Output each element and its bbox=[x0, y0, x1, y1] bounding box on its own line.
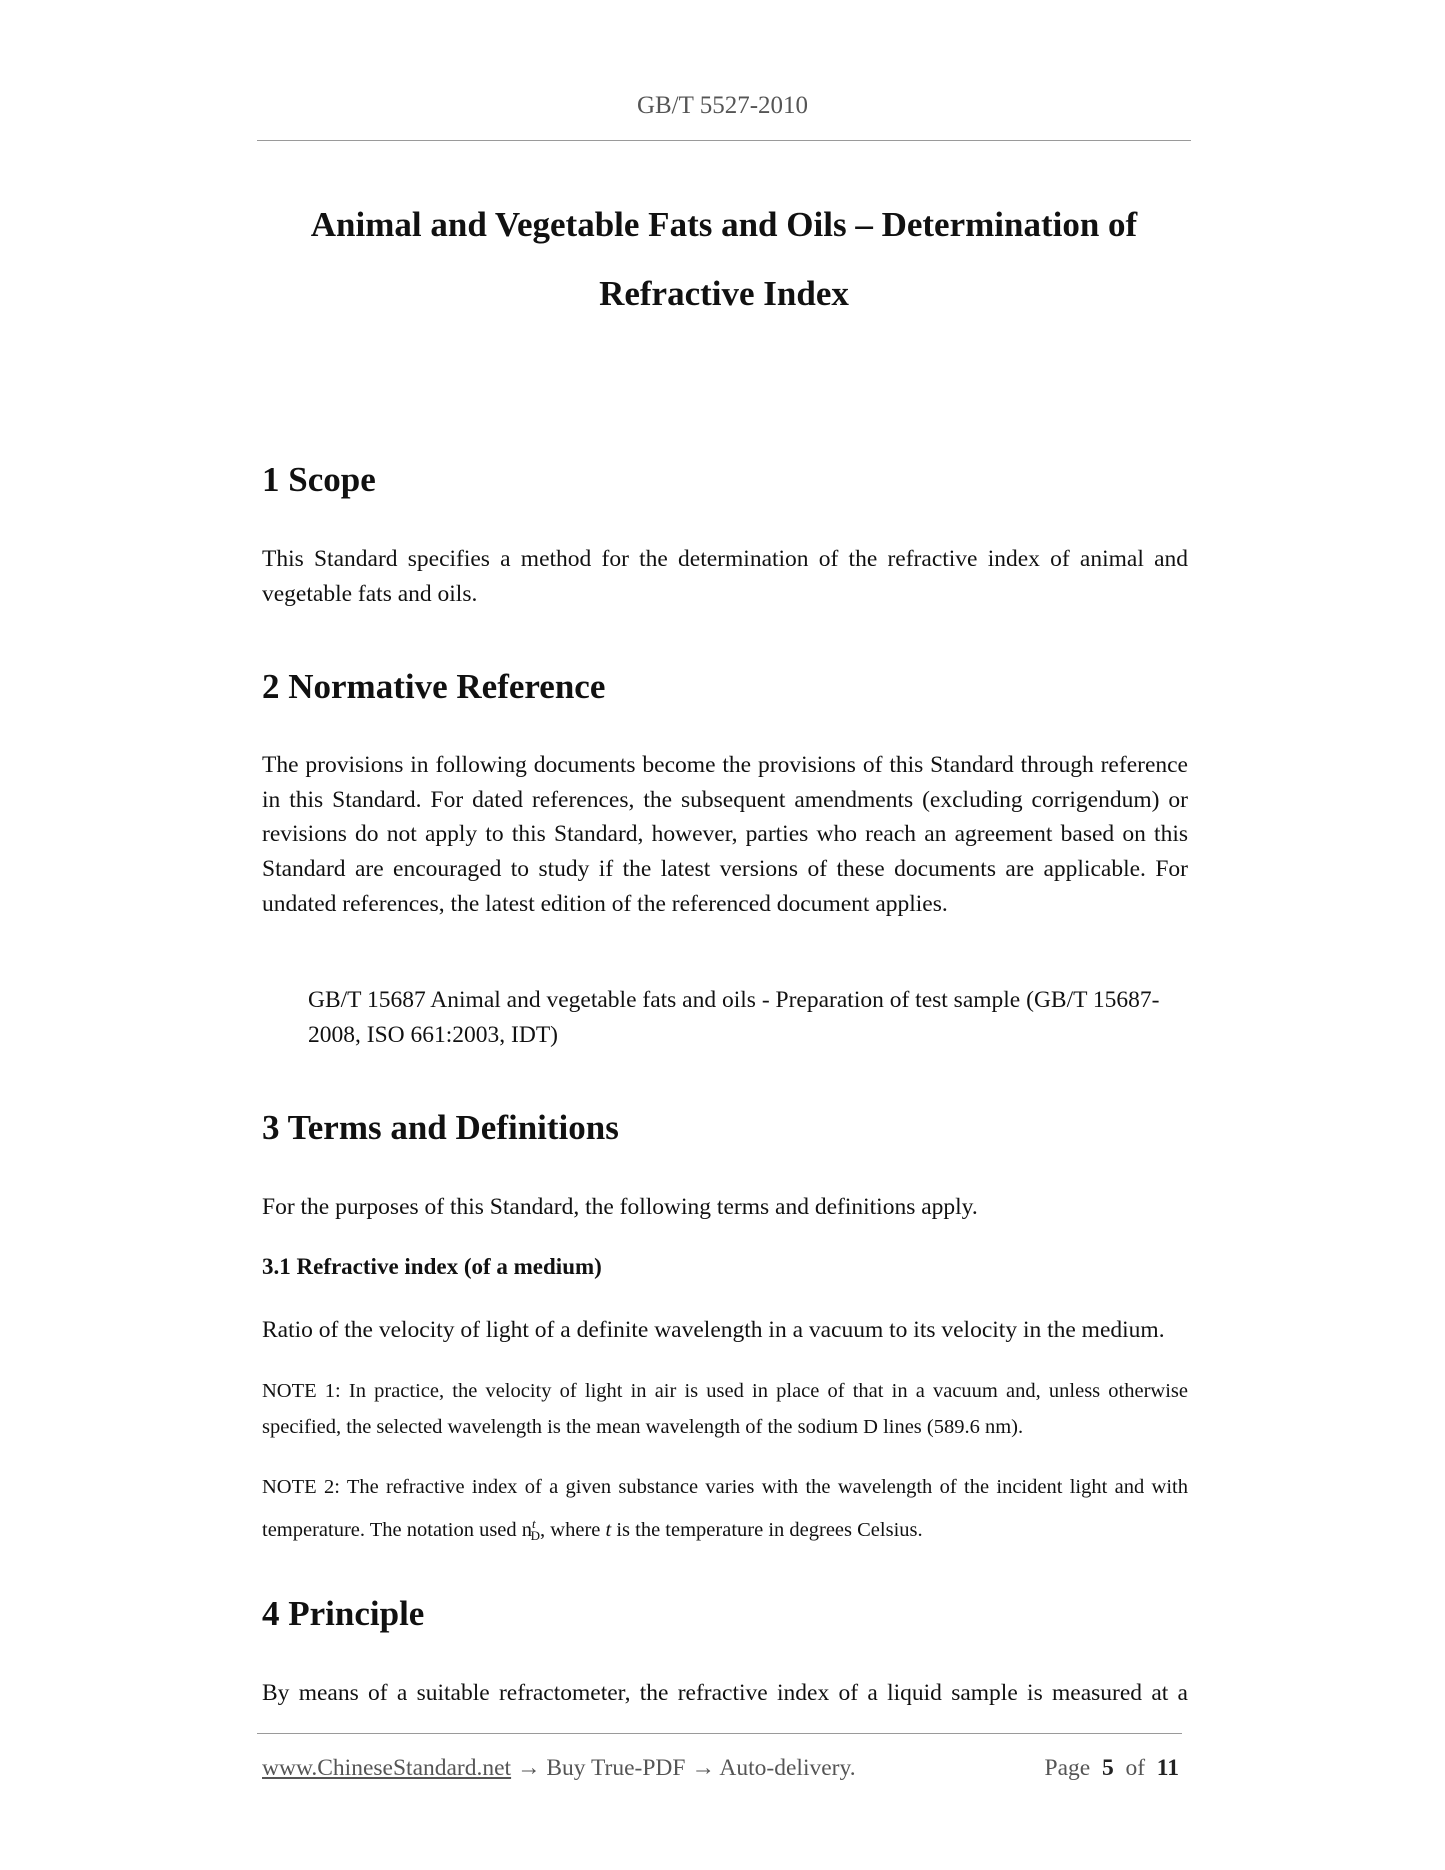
current-page: 5 bbox=[1101, 1755, 1114, 1781]
section-scope-heading: 1 Scope bbox=[262, 460, 376, 499]
document-title-line2: Refractive Index bbox=[599, 274, 849, 313]
term-note-2: NOTE 2: The refractive index of a given substance varies with the wavelength of the incident light and with temperature. The notation used $n^t_D$, where t is the temperature in degrees Celsius. bbox=[262, 1476, 1188, 1544]
term-note-1: NOTE 1: In practice, the velocity of light in air is used in place of that in a vacuum and, unless otherwise specified, the selected wavelength is the mean wavelength of the sodium D lines (589.6 nm). bbox=[262, 1380, 1188, 1438]
buy-true-pdf-text: Buy True-PDF bbox=[546, 1755, 686, 1781]
normative-reference-item: GB/T 15687 Animal and vegetable fats and oils - Preparation of test sample (GB/T 15687-2008, ISO 661:2003, IDT) bbox=[308, 987, 1160, 1048]
section-principle-heading: 4 Principle bbox=[262, 1594, 425, 1633]
arrow-right-icon: → bbox=[685, 1755, 720, 1781]
section-normative-heading: 2 Normative Reference bbox=[262, 667, 606, 706]
section-terms-heading: 3 Terms and Definitions bbox=[262, 1108, 619, 1147]
section-terms-intro: For the purposes of this Standard, the following terms and definitions apply. bbox=[262, 1194, 978, 1220]
section-scope-text: This Standard specifies a method for the determination of the refractive index of animal and vegetable fats and oils. bbox=[262, 546, 1188, 607]
section-normative-text: The provisions in following documents become the provisions of this Standard through reference in this Standard. For dated references, the subsequent amendments (excluding corrigendum) or revisions do not apply to this Standard, however, parties who reach an agreement based on this Standard are encouraged to study if the latest versions of these documents are applicable. For undated references, the latest edition of the referenced document applies. bbox=[262, 752, 1188, 917]
chinesestandard-link[interactable]: www.ChineseStandard.net bbox=[262, 1755, 512, 1781]
auto-delivery-text: Auto-delivery. bbox=[719, 1755, 856, 1781]
footer-divider bbox=[257, 1733, 1182, 1734]
section-principle-text: By means of a suitable refractometer, the refractive index of a liquid sample is measured at a bbox=[262, 1680, 1188, 1706]
document-title bbox=[257, 190, 1191, 328]
of-label: of bbox=[1125, 1755, 1146, 1781]
term-3-1-heading: 3.1 Refractive index (of a medium) bbox=[262, 1254, 602, 1279]
term-3-1-definition: Ratio of the velocity of light of a definite wavelength in a vacuum to its velocity in the medium. bbox=[262, 1317, 1165, 1343]
page-number bbox=[1045, 1755, 1179, 1782]
document-title-line1: Animal and Vegetable Fats and Oils – Determination of bbox=[310, 205, 1138, 244]
page-label: Page bbox=[1044, 1755, 1091, 1781]
document-code-header: GB/T 5527-2010 bbox=[636, 92, 809, 119]
arrow-right-icon: → bbox=[511, 1755, 547, 1781]
total-pages: 11 bbox=[1156, 1755, 1179, 1781]
footer-promo bbox=[262, 1755, 856, 1782]
header-divider bbox=[257, 140, 1191, 141]
